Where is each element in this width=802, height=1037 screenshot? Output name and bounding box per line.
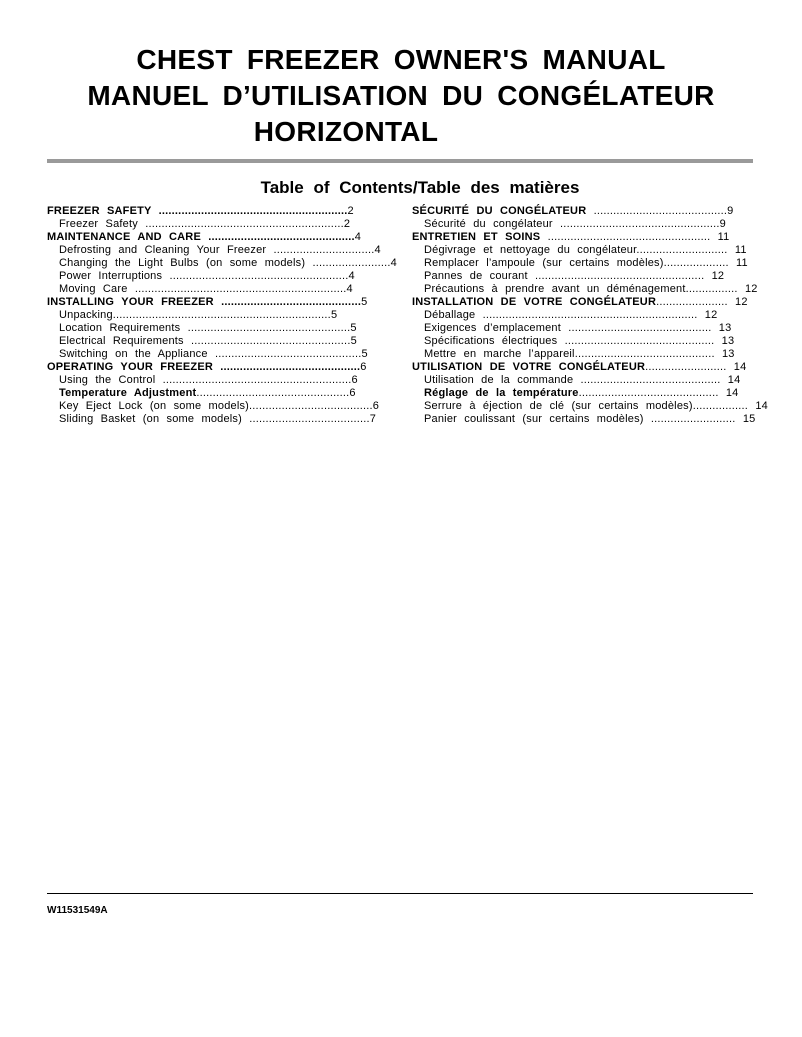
document-number: W11531549A (47, 905, 108, 916)
toc-entry[interactable]: UTILISATION DE VOTRE CONGÉLATEUR......................... 14 (412, 361, 747, 373)
toc-entry[interactable]: Réglage de la température........................................... 14 (424, 387, 739, 399)
toc-entry[interactable]: Pannes de courant .................................................... 12 (424, 270, 725, 282)
toc-entry[interactable]: INSTALLING YOUR FREEZER ...........................................5 (47, 296, 368, 308)
title-divider (47, 159, 753, 163)
toc-entry[interactable]: Déballage .................................................................. 12 (424, 309, 718, 321)
toc-entry[interactable]: Exigences d’emplacement ............................................ 13 (424, 322, 732, 334)
toc-entry[interactable]: Utilisation de la commande ........................................... 14 (424, 374, 741, 386)
toc-entry[interactable]: Temperature Adjustment...............................................6 (59, 387, 356, 399)
footer-divider (47, 893, 753, 894)
toc-entry[interactable]: Using the Control ..........................................................6 (59, 374, 358, 386)
toc-entry[interactable]: Unpacking...................................................................5 (59, 309, 338, 321)
toc-entry[interactable]: Sécurité du congélateur .................................................9 (424, 218, 726, 230)
toc-entry[interactable]: Defrosting and Cleaning Your Freezer ...............................4 (59, 244, 381, 256)
toc-english-column (47, 205, 412, 426)
toc-entry[interactable]: ENTRETIEN ET SOINS .................................................. 11 (412, 231, 730, 243)
toc-entry[interactable]: Dégivrage et nettoyage du congélateur............................ 11 (424, 244, 747, 256)
toc-entry[interactable]: Electrical Requirements .................................................5 (59, 335, 357, 347)
toc-entry[interactable]: MAINTENANCE AND CARE .............................................4 (47, 231, 362, 243)
toc-entry[interactable]: Remplacer l’ampoule (sur certains modèles).................... 11 (424, 257, 748, 269)
toc-french-column (412, 205, 792, 426)
title-line-2: MANUEL D’UTILISATION DU CONGÉLATEUR (87, 80, 715, 111)
toc-entry[interactable]: Spécifications électriques .............................................. 13 (424, 335, 735, 347)
toc-entry[interactable]: SÉCURITÉ DU CONGÉLATEUR .........................................9 (412, 205, 734, 217)
toc-heading: Table of Contents/Table des matières (260, 178, 580, 197)
title-line-1: CHEST FREEZER OWNER'S MANUAL (136, 44, 666, 75)
toc-entry[interactable]: Freezer Safety .............................................................2 (59, 218, 351, 230)
toc-entry[interactable]: Serrure à éjection de clé (sur certains modèles)................. 14 (424, 400, 768, 412)
toc-entry[interactable]: OPERATING YOUR FREEZER ...........................................6 (47, 361, 367, 373)
toc-entry[interactable]: Sliding Basket (on some models) .....................................7 (59, 413, 377, 425)
toc-entry[interactable]: FREEZER SAFETY ..........................................................2 (47, 205, 354, 217)
toc-entry[interactable]: Switching on the Appliance .............................................5 (59, 348, 368, 360)
toc-entry[interactable]: Key Eject Lock (on some models)......................................6 (59, 400, 380, 412)
toc-entry[interactable]: INSTALLATION DE VOTRE CONGÉLATEUR...................... 12 (412, 296, 748, 308)
manual-title (0, 42, 802, 150)
title-line-3: HORIZONTAL (253, 116, 439, 147)
toc-entry[interactable]: Moving Care .................................................................4 (59, 283, 353, 295)
toc-entry[interactable]: Location Requirements ..................................................5 (59, 322, 357, 334)
toc-entry[interactable]: Power Interruptions .......................................................4 (59, 270, 355, 282)
toc-entry[interactable]: Changing the Light Bulbs (on some models) ........................4 (59, 257, 397, 269)
toc-entry[interactable]: Précautions à prendre avant un déménagement................ 12 (424, 283, 758, 295)
toc-entry[interactable]: Panier coulissant (sur certains modèles) .......................... 15 (424, 413, 756, 425)
toc-entry[interactable]: Mettre en marche l’appareil........................................... 13 (424, 348, 735, 360)
